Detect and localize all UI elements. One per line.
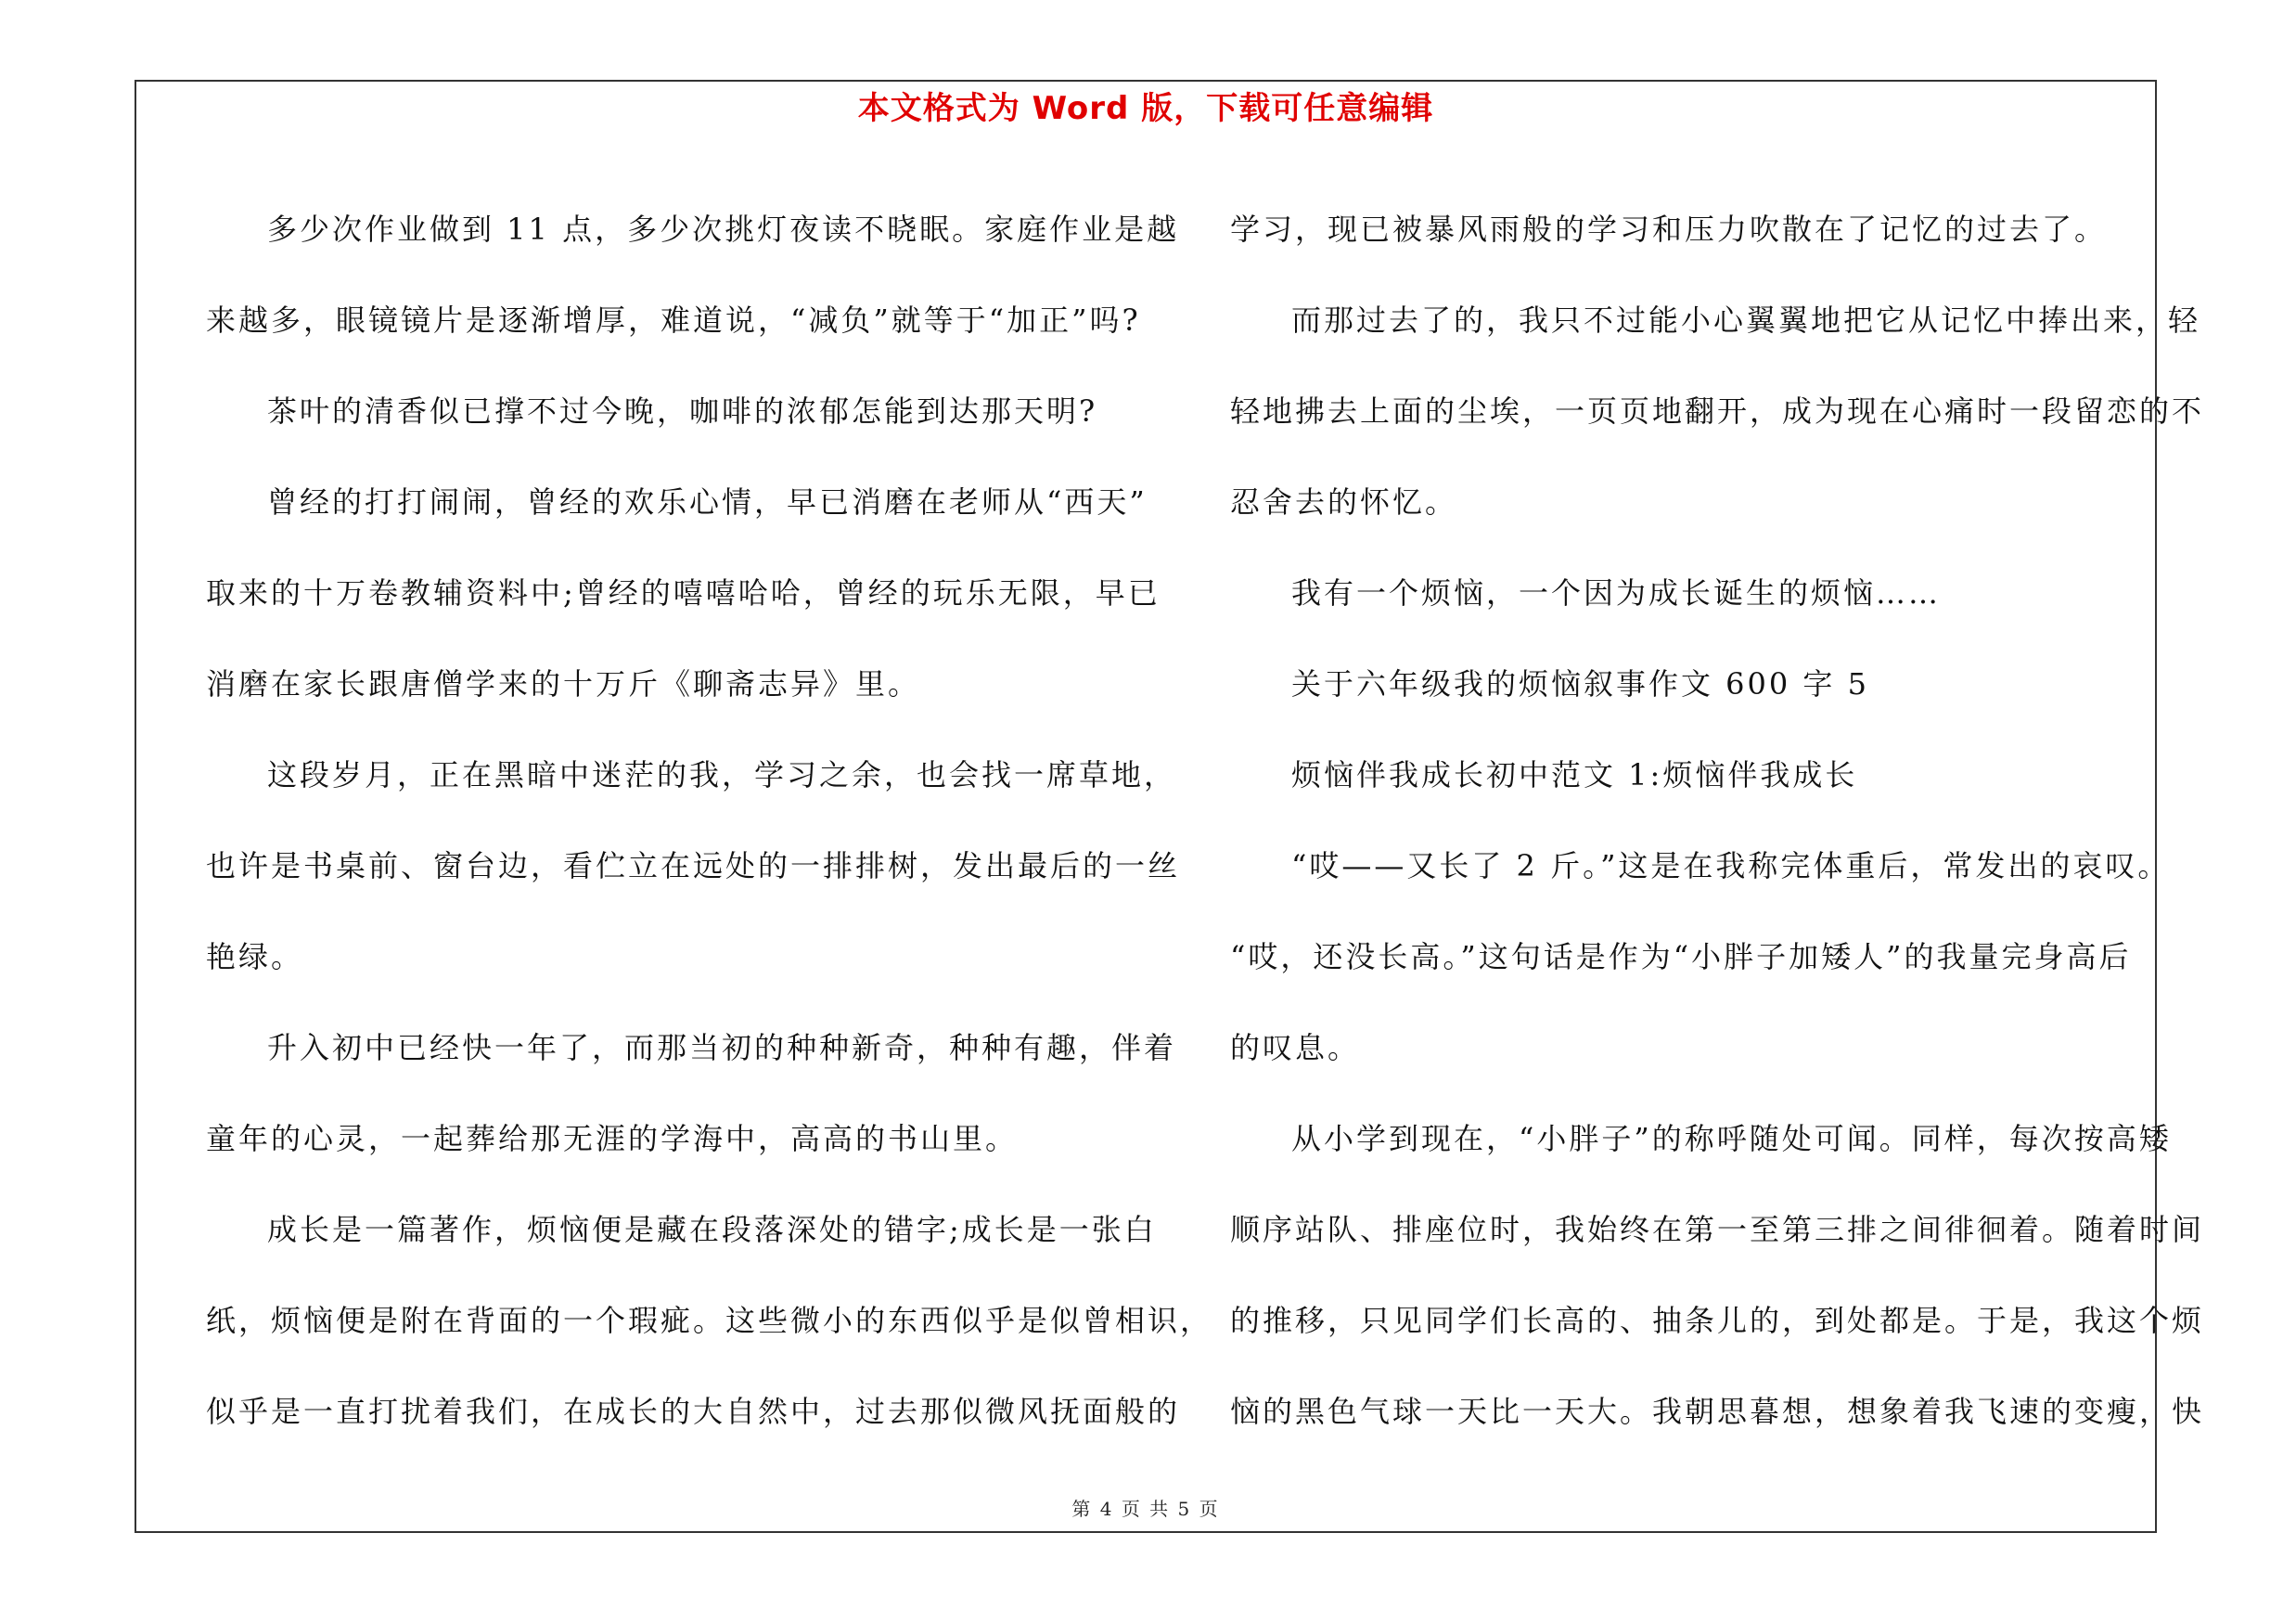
text-line: 忍舍去的怀忆。 bbox=[1230, 484, 1458, 520]
text-line: 艳绿。 bbox=[206, 939, 304, 974]
text-line: “哎，还没长高。”这句话是作为“小胖子加矮人”的我量完身高后 bbox=[1230, 939, 2132, 974]
text-line: 的推移，只见同学们长高的、抽条儿的，到处都是。于是，我这个烦 bbox=[1230, 1303, 2205, 1338]
text-line: 曾经的打打闹闹，曾经的欢乐心情，早已消磨在老师从“西天” bbox=[267, 484, 1148, 520]
text-line: 似乎是一直打扰着我们，在成长的大自然中，过去那似微风抚面般的 bbox=[206, 1394, 1181, 1429]
text-line: 我有一个烦恼，一个因为成长诞生的烦恼…… bbox=[1291, 575, 1942, 611]
text-line: 的叹息。 bbox=[1230, 1030, 1361, 1065]
text-line: 升入初中已经快一年了，而那当初的种种新奇，种种有趣，伴着 bbox=[267, 1030, 1177, 1065]
text-line: 消磨在家长跟唐僧学来的十万斤《聊斋志异》里。 bbox=[206, 666, 921, 702]
text-line: 纸，烦恼便是附在背面的一个瑕疵。这些微小的东西似乎是似曾相识， bbox=[206, 1303, 1213, 1338]
section-heading: 关于六年级我的烦恼叙事作文 600 字 5 bbox=[1291, 666, 1869, 702]
text-line: 恼的黑色气球一天比一天大。我朝思暮想，想象着我飞速的变瘦，快 bbox=[1230, 1394, 2205, 1429]
text-line: 这段岁月，正在黑暗中迷茫的我，学习之余，也会找一席草地， bbox=[267, 757, 1177, 792]
text-line: 成长是一篇著作，烦恼便是藏在段落深处的错字;成长是一张白 bbox=[267, 1212, 1157, 1247]
text-line: “哎——又长了 2 斤。”这是在我称完体重后，常发出的哀叹。 bbox=[1291, 848, 2171, 883]
text-line: 来越多，眼镜镜片是逐渐增厚，难道说，“减负”就等于“加正”吗? bbox=[206, 303, 1141, 338]
text-line: 学习，现已被暴风雨般的学习和压力吹散在了记忆的过去了。 bbox=[1230, 212, 2108, 247]
text-line: 多少次作业做到 11 点，多少次挑灯夜读不晓眠。家庭作业是越 bbox=[267, 212, 1180, 247]
text-line: 轻地拂去上面的尘埃，一页页地翻开，成为现在心痛时一段留恋的不 bbox=[1230, 393, 2205, 429]
document-header-notice: 本文格式为 Word 版，下载可任意编辑 bbox=[857, 90, 1434, 127]
text-line: 童年的心灵，一起葬给那无涯的学海中，高高的书山里。 bbox=[206, 1121, 1019, 1156]
text-line: 茶叶的清香似已撑不过今晚，咖啡的浓郁怎能到达那天明? bbox=[267, 393, 1098, 429]
text-line: 顺序站队、排座位时，我始终在第一至第三排之间徘徊着。随着时间 bbox=[1230, 1212, 2205, 1247]
text-line: 取来的十万卷教辅资料中;曾经的嘻嘻哈哈，曾经的玩乐无限，早已 bbox=[206, 575, 1161, 611]
left-text-column bbox=[206, 184, 1213, 1457]
text-line: 从小学到现在，“小胖子”的称呼随处可闻。同样，每次按高矮 bbox=[1291, 1121, 2172, 1156]
text-line: 而那过去了的，我只不过能小心翼翼地把它从记忆中捧出来，轻 bbox=[1291, 303, 2201, 338]
right-text-column bbox=[1230, 184, 2205, 1457]
text-line: 烦恼伴我成长初中范文 1:烦恼伴我成长 bbox=[1291, 757, 1858, 792]
text-line: 也许是书桌前、窗台边，看伫立在远处的一排排树，发出最后的一丝 bbox=[206, 848, 1181, 883]
page-number: 第 4 页 共 5 页 bbox=[1071, 1498, 1220, 1520]
